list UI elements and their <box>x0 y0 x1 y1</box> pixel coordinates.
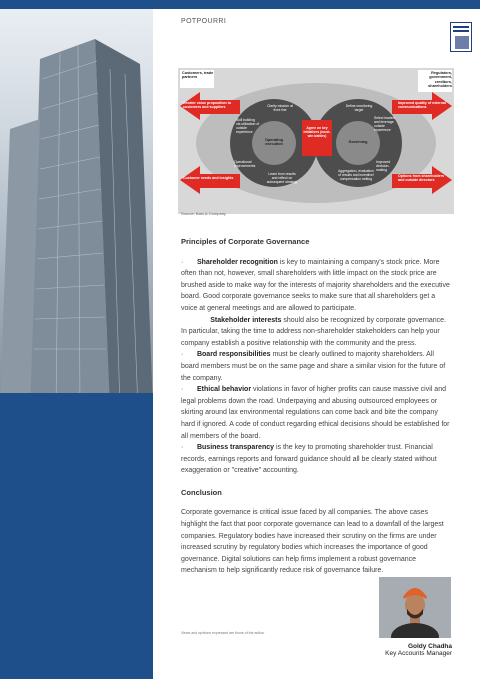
center-initiatives: Agree on key initiatives (must-win battles) <box>303 126 331 138</box>
node-learn: Learn from results and reflect on subsequent strategy <box>266 172 298 184</box>
text-board: must be clearly outlined to majority shareholders. All board members must be on the same page and share a similar vision for the future of the company. <box>181 351 446 382</box>
footnote: Views and opinions expressed are those of the author <box>181 631 265 635</box>
conclusion-text: Corporate governance is critical issue faced by all companies. The above cases highlight the fact that poor corporate governance can lead to a downfall of the largest companies. Regulatory bodies have increased their scrutiny on the firms are under increased scrutiny by regulatory bodies which increases the importance of good governance. Digital solutions can help firms implement a robust governance mechanism to help significantly reduce risk of governance failure. <box>181 509 444 575</box>
circle-operating: Operating execution <box>265 138 283 147</box>
text-transparency: is the key to promoting shareholder trust. Financial records, earnings reports and forward guidance should all be clearly stated without exaggeration or "creative" accounting. <box>181 444 437 475</box>
arrow-customer-needs: Customer needs and insights <box>183 176 234 180</box>
node-aggregation: Aggregation, evaluation of results and incentive/ compensation setting <box>338 169 374 181</box>
bullet: · <box>181 351 184 359</box>
node-operational: Operational improvements <box>234 160 256 168</box>
paragraph-shareholder <box>181 257 453 315</box>
author-title: Key Accounts Manager <box>385 650 452 657</box>
paragraph-transparency <box>181 442 453 477</box>
paragraph-stakeholder <box>181 315 453 350</box>
section-heading: Principles of Corporate Governance <box>181 237 310 246</box>
arrow-value-proposition: Greater value proposition to customers and suppliers <box>183 101 232 110</box>
bullet: · <box>181 258 184 266</box>
label-customers-trade: Customers, trade partners <box>182 71 214 80</box>
paragraph-board <box>181 349 453 384</box>
section-label: POTPOURRI <box>181 18 227 25</box>
arrow-external-comms: Improved quality of external communications <box>398 101 446 110</box>
node-define: Define monitoring target <box>345 104 373 112</box>
arrow-shareholder-options: Options from shareholders and outside directors <box>398 174 445 183</box>
text-stakeholder: should also be recognized by corporate governance. In particular, taking the time to address non-shareholder stakeholders can help your company establish a positive relationship with the community and the press. <box>181 316 446 347</box>
publication-logo <box>450 22 472 52</box>
top-bar <box>0 0 480 9</box>
author-photo <box>379 577 451 638</box>
conclusion-heading: Conclusion <box>181 487 222 497</box>
node-clarity: Clarity mission at front line <box>267 104 293 112</box>
node-skill: Skill building via utilization of outside experience <box>236 118 260 134</box>
term-shareholder: Shareholder recognition <box>196 258 278 266</box>
text-ethical: violations in favor of higher profits can cause massive civil and legal problems down the road. Underpaying and abusing outsourced employees or skirting around lax environmental regulations can come back and bite the company hard if ignored. A code of conduct regarding ethical decisions should be established for all members of the board. <box>181 386 450 440</box>
term-board: Board responsibilities <box>196 351 271 359</box>
author-name: Goldy Chadha <box>407 643 452 650</box>
article-body <box>181 236 453 577</box>
figure-source: Source: Bain & Company <box>181 211 226 216</box>
circle-governing: Governing <box>348 140 368 144</box>
bullet: · <box>181 386 184 394</box>
governance-diagram <box>178 68 454 214</box>
node-improved: Improved decision-making <box>376 160 391 172</box>
author-block <box>350 643 452 657</box>
term-transparency: Business transparency <box>196 444 275 452</box>
blue-side-panel <box>0 393 153 679</box>
node-select: Select leaders and leverage outside experience <box>374 116 396 132</box>
term-ethical: Ethical behavior <box>196 386 252 394</box>
text-shareholder: is key to maintaining a company's stock price. More often than not, however, small shareholders with little impact on the stock price are brushed aside to make way for the interests of majority shareholders and the executive board. Good corporate governance seeks to make sure that all shareholders get a voice at general meetings and are allowed to participate. <box>181 258 450 312</box>
bullet: · <box>181 444 184 452</box>
paragraph-ethical <box>181 384 453 442</box>
label-regulators: Regulators, government, creditors, shareholders <box>428 71 452 89</box>
term-stakeholder: Stakeholder interests <box>210 316 282 324</box>
